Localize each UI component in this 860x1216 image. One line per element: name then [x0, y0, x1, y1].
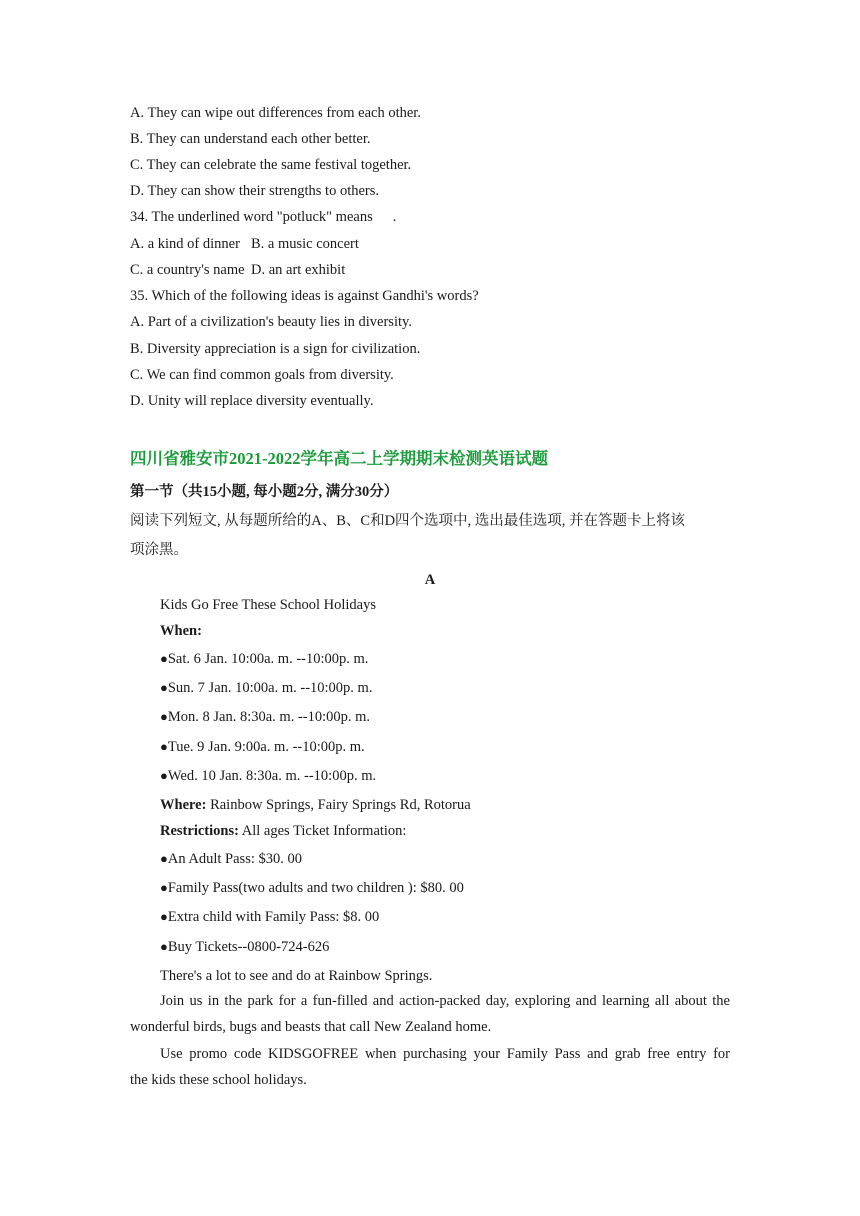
bullet: ● — [160, 680, 168, 695]
bullet: ● — [160, 851, 168, 866]
q34-stem-prefix: 34. The underlined word "potluck" means — [130, 209, 373, 225]
where-label: Where: — [160, 797, 207, 813]
paragraph-3-line-1: Use promo code KIDSGOFREE when purchasing your Family Pass and grab free entry for — [160, 1046, 730, 1062]
bullet: ● — [160, 880, 168, 895]
date-text: Tue. 9 Jan. 9:00a. m. --10:00p. m. — [167, 739, 365, 755]
date-item — [160, 708, 370, 726]
bullet: ● — [160, 909, 168, 924]
where-line — [160, 796, 471, 814]
restrictions-value: All ages Ticket Information: — [238, 823, 407, 839]
bullet: ● — [160, 939, 168, 954]
when-label: When: — [160, 623, 202, 639]
q33-option-b: B. They can understand each other better. — [130, 131, 371, 147]
date-item — [160, 767, 376, 785]
ticket-text: Buy Tickets--0800-724-626 — [167, 939, 330, 955]
q35-stem: 35. Which of the following ideas is against Gandhi's words? — [130, 288, 479, 304]
instruction-line-1: 阅读下列短文, 从每题所给的A、B、C和D四个选项中, 选出最佳选项, 并在答题卡上将该 — [130, 513, 686, 529]
exam-title: 四川省雅安市2021-2022学年高二上学期期末检测英语试题 — [130, 449, 548, 468]
q33-option-a: A. They can wipe out differences from each other. — [130, 105, 421, 121]
ticket-item — [160, 908, 379, 926]
q35-option-d: D. Unity will replace diversity eventually. — [130, 393, 374, 409]
q34-option-b: B. a music concert — [251, 236, 359, 252]
date-text: Wed. 10 Jan. 8:30a. m. --10:00p. m. — [167, 768, 377, 784]
ticket-text: An Adult Pass: $30. 00 — [167, 851, 302, 867]
paragraph-2-line-2: wonderful birds, bugs and beasts that call New Zealand home. — [130, 1019, 492, 1035]
passage-heading: Kids Go Free These School Holidays — [160, 597, 376, 613]
bullet: ● — [160, 768, 168, 783]
q34-option-a: A. a kind of dinner — [130, 236, 240, 252]
q35-option-b: B. Diversity appreciation is a sign for civilization. — [130, 341, 421, 357]
paragraph-1: There's a lot to see and do at Rainbow Springs. — [160, 968, 433, 984]
date-text: Sun. 7 Jan. 10:00a. m. --10:00p. m. — [167, 680, 373, 696]
paragraph-2-line-1: Join us in the park for a fun-filled and action-packed day, exploring and learning all about the — [160, 993, 730, 1009]
date-item — [160, 650, 368, 668]
q35-option-a: A. Part of a civilization's beauty lies in diversity. — [130, 314, 412, 330]
ticket-item — [160, 938, 329, 956]
bullet: ● — [160, 709, 168, 724]
restrictions-label: Restrictions: — [160, 823, 239, 839]
q34-option-d: D. an art exhibit — [251, 262, 346, 278]
ticket-text: Extra child with Family Pass: $8. 00 — [167, 909, 380, 925]
ticket-item — [160, 850, 302, 868]
bullet: ● — [160, 739, 168, 754]
date-item — [160, 679, 372, 697]
q33-option-d: D. They can show their strengths to others. — [130, 183, 380, 199]
section-heading: 第一节（共15小题, 每小题2分, 满分30分） — [130, 484, 399, 500]
date-item — [160, 738, 365, 756]
bullet: ● — [160, 651, 168, 666]
instruction-line-2: 项涂黑。 — [130, 542, 188, 558]
q34-stem-suffix: . — [392, 209, 397, 225]
paragraph-3-line-2: the kids these school holidays. — [130, 1072, 307, 1088]
date-text: Mon. 8 Jan. 8:30a. m. --10:00p. m. — [167, 709, 371, 725]
q34-stem — [130, 208, 396, 226]
date-text: Sat. 6 Jan. 10:00a. m. --10:00p. m. — [167, 651, 369, 667]
ticket-text: Family Pass(two adults and two children ): $80. 00 — [167, 880, 464, 896]
where-value: Rainbow Springs, Fairy Springs Rd, Rotorua — [206, 797, 471, 813]
ticket-item — [160, 879, 464, 897]
q34-option-c: C. a country's name — [130, 262, 245, 278]
q33-option-c: C. They can celebrate the same festival together. — [130, 157, 412, 173]
restrictions-line — [160, 822, 406, 840]
passage-label: A — [424, 572, 436, 588]
q35-option-c: C. We can find common goals from diversity. — [130, 367, 394, 383]
